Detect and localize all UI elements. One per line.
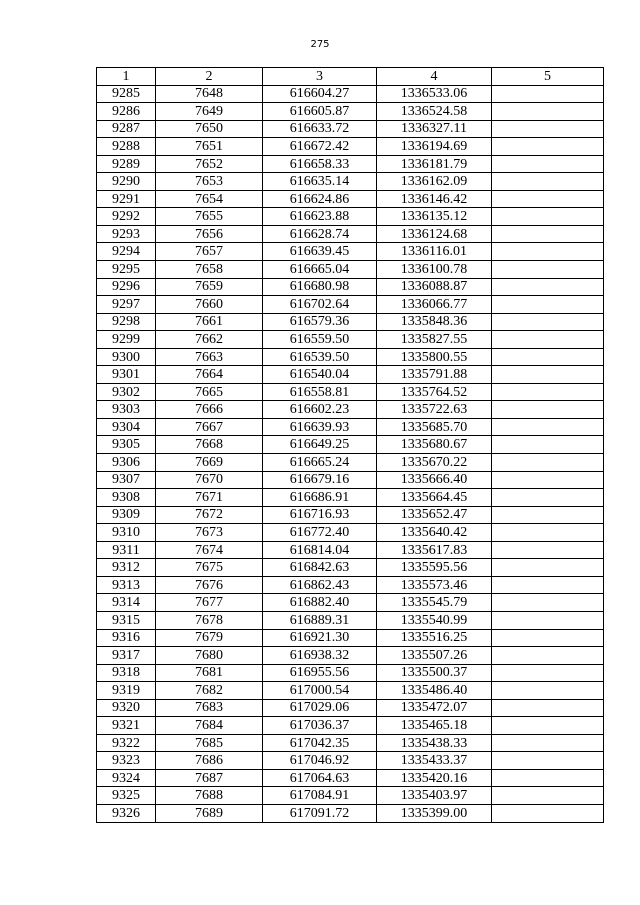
notes-cell (492, 576, 604, 594)
notes-cell (492, 717, 604, 735)
notes-cell (492, 734, 604, 752)
vertex-number-cell: 7679 (156, 629, 263, 647)
x-coordinate-cell: 616921.30 (263, 629, 377, 647)
vertex-number-cell: 7683 (156, 699, 263, 717)
table-row (97, 524, 604, 542)
vertex-number-cell: 7689 (156, 804, 263, 822)
y-coordinate-cell: 1336524.58 (377, 103, 492, 121)
table-row (97, 173, 604, 191)
x-coordinate-cell: 616579.36 (263, 313, 377, 331)
notes-cell (492, 366, 604, 384)
x-coordinate-cell: 616602.23 (263, 401, 377, 419)
y-coordinate-cell: 1335486.40 (377, 682, 492, 700)
point-number-cell: 9301 (97, 366, 156, 384)
point-number-cell: 9310 (97, 524, 156, 542)
y-coordinate-cell: 1335670.22 (377, 454, 492, 472)
point-number-cell: 9287 (97, 120, 156, 138)
point-number-cell: 9325 (97, 787, 156, 805)
y-coordinate-cell: 1335595.56 (377, 559, 492, 577)
notes-cell (492, 225, 604, 243)
table-row (97, 454, 604, 472)
x-coordinate-cell: 616938.32 (263, 647, 377, 665)
table-row (97, 787, 604, 805)
table-row (97, 348, 604, 366)
x-coordinate-cell: 616665.04 (263, 261, 377, 279)
x-coordinate-cell: 616882.40 (263, 594, 377, 612)
vertex-number-cell: 7678 (156, 611, 263, 629)
table-row (97, 418, 604, 436)
notes-cell (492, 611, 604, 629)
table-row (97, 85, 604, 103)
x-coordinate-cell: 616624.86 (263, 190, 377, 208)
vertex-number-cell: 7654 (156, 190, 263, 208)
x-coordinate-cell: 616680.98 (263, 278, 377, 296)
table-row (97, 225, 604, 243)
point-number-cell: 9313 (97, 576, 156, 594)
notes-cell (492, 418, 604, 436)
notes-cell (492, 506, 604, 524)
x-coordinate-cell: 616539.50 (263, 348, 377, 366)
notes-cell (492, 541, 604, 559)
point-number-cell: 9286 (97, 103, 156, 121)
point-number-cell: 9303 (97, 401, 156, 419)
point-number-cell: 9304 (97, 418, 156, 436)
point-number-cell: 9318 (97, 664, 156, 682)
vertex-number-cell: 7652 (156, 155, 263, 173)
column-header-2: 2 (156, 68, 263, 86)
x-coordinate-cell: 617029.06 (263, 699, 377, 717)
y-coordinate-cell: 1335666.40 (377, 471, 492, 489)
x-coordinate-cell: 617046.92 (263, 752, 377, 770)
vertex-number-cell: 7648 (156, 85, 263, 103)
table-row (97, 506, 604, 524)
y-coordinate-cell: 1336066.77 (377, 296, 492, 314)
y-coordinate-cell: 1335472.07 (377, 699, 492, 717)
point-number-cell: 9324 (97, 769, 156, 787)
x-coordinate-cell: 617036.37 (263, 717, 377, 735)
notes-cell (492, 383, 604, 401)
x-coordinate-cell: 617064.63 (263, 769, 377, 787)
table-header-row (97, 68, 604, 86)
notes-cell (492, 138, 604, 156)
vertex-number-cell: 7680 (156, 647, 263, 665)
y-coordinate-cell: 1335573.46 (377, 576, 492, 594)
x-coordinate-cell: 616814.04 (263, 541, 377, 559)
vertex-number-cell: 7658 (156, 261, 263, 279)
point-number-cell: 9320 (97, 699, 156, 717)
notes-cell (492, 436, 604, 454)
point-number-cell: 9312 (97, 559, 156, 577)
x-coordinate-cell: 616686.91 (263, 489, 377, 507)
vertex-number-cell: 7663 (156, 348, 263, 366)
point-number-cell: 9317 (97, 647, 156, 665)
x-coordinate-cell: 617042.35 (263, 734, 377, 752)
x-coordinate-cell: 616842.63 (263, 559, 377, 577)
table-row (97, 331, 604, 349)
y-coordinate-cell: 1335465.18 (377, 717, 492, 735)
x-coordinate-cell: 616635.14 (263, 173, 377, 191)
x-coordinate-cell: 616628.74 (263, 225, 377, 243)
table-row (97, 699, 604, 717)
table-row (97, 103, 604, 121)
table-row (97, 243, 604, 261)
x-coordinate-cell: 616604.27 (263, 85, 377, 103)
table-row (97, 804, 604, 822)
y-coordinate-cell: 1335399.00 (377, 804, 492, 822)
notes-cell (492, 524, 604, 542)
notes-cell (492, 489, 604, 507)
point-number-cell: 9307 (97, 471, 156, 489)
table-row (97, 752, 604, 770)
table-row (97, 594, 604, 612)
vertex-number-cell: 7675 (156, 559, 263, 577)
notes-cell (492, 85, 604, 103)
y-coordinate-cell: 1336100.78 (377, 261, 492, 279)
x-coordinate-cell: 617084.91 (263, 787, 377, 805)
notes-cell (492, 103, 604, 121)
point-number-cell: 9289 (97, 155, 156, 173)
table-row (97, 682, 604, 700)
point-number-cell: 9299 (97, 331, 156, 349)
x-coordinate-cell: 616639.45 (263, 243, 377, 261)
table-row (97, 734, 604, 752)
vertex-number-cell: 7669 (156, 454, 263, 472)
table-row (97, 436, 604, 454)
table-row (97, 629, 604, 647)
y-coordinate-cell: 1335507.26 (377, 647, 492, 665)
y-coordinate-cell: 1335722.63 (377, 401, 492, 419)
y-coordinate-cell: 1335540.99 (377, 611, 492, 629)
y-coordinate-cell: 1335433.37 (377, 752, 492, 770)
x-coordinate-cell: 616716.93 (263, 506, 377, 524)
point-number-cell: 9302 (97, 383, 156, 401)
vertex-number-cell: 7661 (156, 313, 263, 331)
vertex-number-cell: 7667 (156, 418, 263, 436)
notes-cell (492, 331, 604, 349)
vertex-number-cell: 7655 (156, 208, 263, 226)
point-number-cell: 9314 (97, 594, 156, 612)
y-coordinate-cell: 1335500.37 (377, 664, 492, 682)
point-number-cell: 9326 (97, 804, 156, 822)
x-coordinate-cell: 616679.16 (263, 471, 377, 489)
notes-cell (492, 120, 604, 138)
y-coordinate-cell: 1335438.33 (377, 734, 492, 752)
point-number-cell: 9305 (97, 436, 156, 454)
y-coordinate-cell: 1336162.09 (377, 173, 492, 191)
y-coordinate-cell: 1335800.55 (377, 348, 492, 366)
y-coordinate-cell: 1336116.01 (377, 243, 492, 261)
x-coordinate-cell: 617000.54 (263, 682, 377, 700)
notes-cell (492, 594, 604, 612)
column-header-4: 4 (377, 68, 492, 86)
y-coordinate-cell: 1336194.69 (377, 138, 492, 156)
vertex-number-cell: 7657 (156, 243, 263, 261)
table-row (97, 471, 604, 489)
notes-cell (492, 804, 604, 822)
notes-cell (492, 454, 604, 472)
vertex-number-cell: 7682 (156, 682, 263, 700)
vertex-number-cell: 7674 (156, 541, 263, 559)
coordinates-table (96, 67, 604, 823)
column-header-5: 5 (492, 68, 604, 86)
table-row (97, 296, 604, 314)
vertex-number-cell: 7671 (156, 489, 263, 507)
table-row (97, 155, 604, 173)
vertex-number-cell: 7666 (156, 401, 263, 419)
notes-cell (492, 752, 604, 770)
y-coordinate-cell: 1336088.87 (377, 278, 492, 296)
vertex-number-cell: 7659 (156, 278, 263, 296)
vertex-number-cell: 7681 (156, 664, 263, 682)
table-row (97, 208, 604, 226)
table-row (97, 401, 604, 419)
notes-cell (492, 629, 604, 647)
x-coordinate-cell: 616558.81 (263, 383, 377, 401)
vertex-number-cell: 7668 (156, 436, 263, 454)
notes-cell (492, 559, 604, 577)
notes-cell (492, 769, 604, 787)
table-row (97, 366, 604, 384)
point-number-cell: 9288 (97, 138, 156, 156)
table-row (97, 313, 604, 331)
y-coordinate-cell: 1336181.79 (377, 155, 492, 173)
table-row (97, 383, 604, 401)
y-coordinate-cell: 1335516.25 (377, 629, 492, 647)
point-number-cell: 9298 (97, 313, 156, 331)
x-coordinate-cell: 616955.56 (263, 664, 377, 682)
point-number-cell: 9293 (97, 225, 156, 243)
x-coordinate-cell: 617091.72 (263, 804, 377, 822)
vertex-number-cell: 7677 (156, 594, 263, 612)
notes-cell (492, 471, 604, 489)
table-row (97, 489, 604, 507)
notes-cell (492, 261, 604, 279)
notes-cell (492, 699, 604, 717)
point-number-cell: 9322 (97, 734, 156, 752)
x-coordinate-cell: 616862.43 (263, 576, 377, 594)
y-coordinate-cell: 1335640.42 (377, 524, 492, 542)
point-number-cell: 9315 (97, 611, 156, 629)
y-coordinate-cell: 1335403.97 (377, 787, 492, 805)
point-number-cell: 9316 (97, 629, 156, 647)
x-coordinate-cell: 616623.88 (263, 208, 377, 226)
y-coordinate-cell: 1336146.42 (377, 190, 492, 208)
y-coordinate-cell: 1335545.79 (377, 594, 492, 612)
notes-cell (492, 278, 604, 296)
x-coordinate-cell: 616702.64 (263, 296, 377, 314)
table-row (97, 261, 604, 279)
point-number-cell: 9294 (97, 243, 156, 261)
point-number-cell: 9285 (97, 85, 156, 103)
y-coordinate-cell: 1335827.55 (377, 331, 492, 349)
notes-cell (492, 190, 604, 208)
notes-cell (492, 401, 604, 419)
vertex-number-cell: 7684 (156, 717, 263, 735)
vertex-number-cell: 7653 (156, 173, 263, 191)
x-coordinate-cell: 616672.42 (263, 138, 377, 156)
vertex-number-cell: 7672 (156, 506, 263, 524)
x-coordinate-cell: 616605.87 (263, 103, 377, 121)
y-coordinate-cell: 1335664.45 (377, 489, 492, 507)
point-number-cell: 9292 (97, 208, 156, 226)
point-number-cell: 9295 (97, 261, 156, 279)
point-number-cell: 9323 (97, 752, 156, 770)
y-coordinate-cell: 1335685.70 (377, 418, 492, 436)
vertex-number-cell: 7665 (156, 383, 263, 401)
column-header-3: 3 (263, 68, 377, 86)
vertex-number-cell: 7676 (156, 576, 263, 594)
point-number-cell: 9306 (97, 454, 156, 472)
notes-cell (492, 682, 604, 700)
notes-cell (492, 313, 604, 331)
vertex-number-cell: 7673 (156, 524, 263, 542)
vertex-number-cell: 7670 (156, 471, 263, 489)
table-row (97, 576, 604, 594)
table-row (97, 647, 604, 665)
vertex-number-cell: 7664 (156, 366, 263, 384)
table-row (97, 190, 604, 208)
x-coordinate-cell: 616633.72 (263, 120, 377, 138)
vertex-number-cell: 7651 (156, 138, 263, 156)
vertex-number-cell: 7649 (156, 103, 263, 121)
point-number-cell: 9297 (97, 296, 156, 314)
x-coordinate-cell: 616649.25 (263, 436, 377, 454)
y-coordinate-cell: 1336135.12 (377, 208, 492, 226)
point-number-cell: 9319 (97, 682, 156, 700)
vertex-number-cell: 7687 (156, 769, 263, 787)
table-row (97, 541, 604, 559)
table-row (97, 717, 604, 735)
x-coordinate-cell: 616665.24 (263, 454, 377, 472)
x-coordinate-cell: 616540.04 (263, 366, 377, 384)
y-coordinate-cell: 1335848.36 (377, 313, 492, 331)
column-header-1: 1 (97, 68, 156, 86)
y-coordinate-cell: 1336533.06 (377, 85, 492, 103)
y-coordinate-cell: 1335680.67 (377, 436, 492, 454)
notes-cell (492, 787, 604, 805)
notes-cell (492, 348, 604, 366)
y-coordinate-cell: 1335764.52 (377, 383, 492, 401)
notes-cell (492, 173, 604, 191)
notes-cell (492, 208, 604, 226)
x-coordinate-cell: 616639.93 (263, 418, 377, 436)
notes-cell (492, 155, 604, 173)
y-coordinate-cell: 1336327.11 (377, 120, 492, 138)
table-row (97, 611, 604, 629)
notes-cell (492, 296, 604, 314)
vertex-number-cell: 7686 (156, 752, 263, 770)
vertex-number-cell: 7688 (156, 787, 263, 805)
table-row (97, 138, 604, 156)
y-coordinate-cell: 1335652.47 (377, 506, 492, 524)
point-number-cell: 9309 (97, 506, 156, 524)
point-number-cell: 9296 (97, 278, 156, 296)
notes-cell (492, 243, 604, 261)
table-row (97, 559, 604, 577)
y-coordinate-cell: 1335420.16 (377, 769, 492, 787)
vertex-number-cell: 7660 (156, 296, 263, 314)
point-number-cell: 9291 (97, 190, 156, 208)
x-coordinate-cell: 616889.31 (263, 611, 377, 629)
point-number-cell: 9308 (97, 489, 156, 507)
page-number: 275 (310, 39, 330, 50)
point-number-cell: 9300 (97, 348, 156, 366)
table-row (97, 278, 604, 296)
table-row (97, 120, 604, 138)
table-row (97, 664, 604, 682)
x-coordinate-cell: 616772.40 (263, 524, 377, 542)
vertex-number-cell: 7662 (156, 331, 263, 349)
y-coordinate-cell: 1335617.83 (377, 541, 492, 559)
point-number-cell: 9290 (97, 173, 156, 191)
y-coordinate-cell: 1336124.68 (377, 225, 492, 243)
table-row (97, 769, 604, 787)
vertex-number-cell: 7685 (156, 734, 263, 752)
vertex-number-cell: 7650 (156, 120, 263, 138)
point-number-cell: 9321 (97, 717, 156, 735)
notes-cell (492, 664, 604, 682)
point-number-cell: 9311 (97, 541, 156, 559)
vertex-number-cell: 7656 (156, 225, 263, 243)
x-coordinate-cell: 616658.33 (263, 155, 377, 173)
x-coordinate-cell: 616559.50 (263, 331, 377, 349)
notes-cell (492, 647, 604, 665)
y-coordinate-cell: 1335791.88 (377, 366, 492, 384)
table-body (97, 85, 604, 822)
